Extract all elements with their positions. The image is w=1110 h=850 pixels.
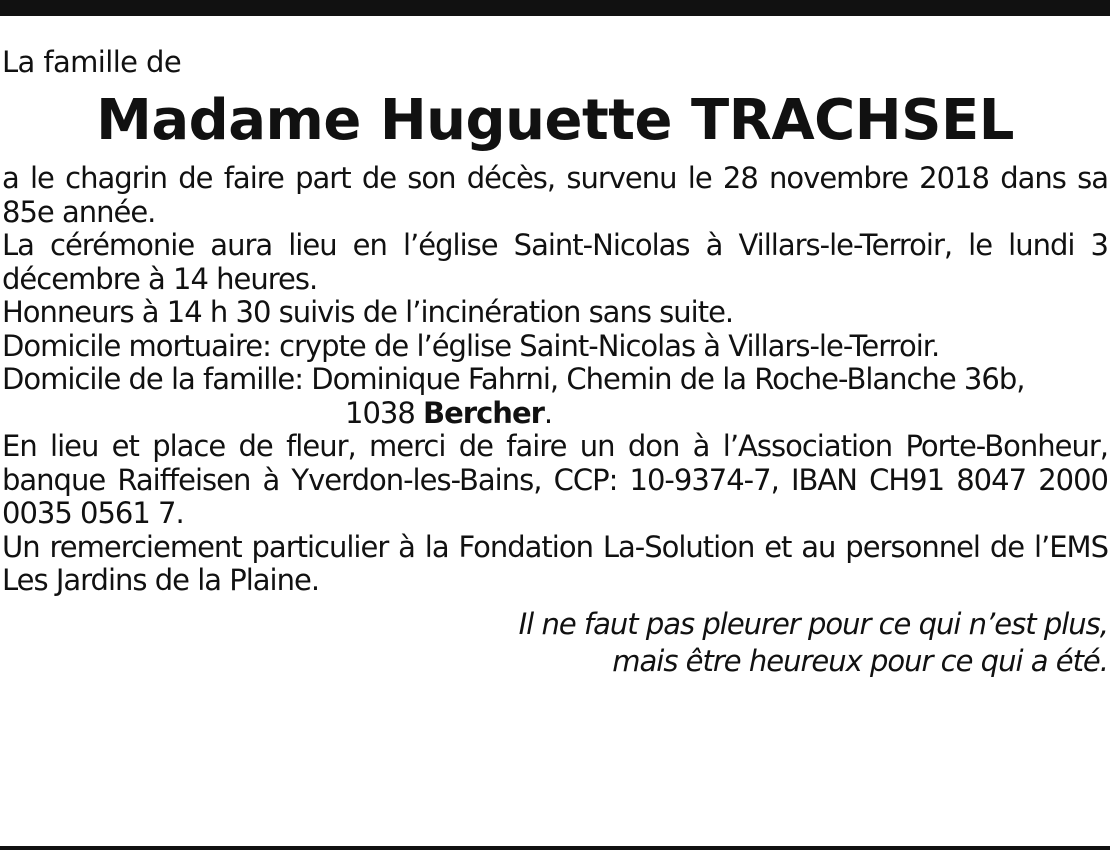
mortuary-info: Domicile mortuaire: crypte de l’église Saint-Nicolas à Villars-le-Terroir. [2,328,940,363]
closing-quote [2,606,1108,680]
bottom-rule [0,846,1110,850]
top-rule [0,0,1110,16]
family-address-end: . [543,395,553,430]
death-announcement: a le chagrin de faire part de son décès, survenu le 28 novembre 2018 dans sa 85e année. [2,161,1108,229]
intro-text: La famille de [2,45,182,79]
family-address-line2 [2,397,1108,431]
donation-info: En lieu et place de fleur, merci de faire un don à l’Association Porte-Bonheur, banque Raiffeisen à Yverdon-les-Bains, CCP: 10-9374-7, IBAN CH91 8047 2000 0035 0561 7. [2,429,1108,530]
quote-line-2: mais être heureux pour ce qui a été. [612,643,1108,678]
family-town: Bercher [423,395,544,430]
quote-line-1: Il ne faut pas pleurer pour ce qui n’est plus, [518,606,1108,641]
family-address [2,363,1108,397]
family-postcode: 1038 [345,395,415,430]
family-address-line1: Domicile de la famille: Dominique Fahrni, Chemin de la Roche-Blanche 36b, [2,362,1025,396]
thanks-text: Un remerciement particulier à la Fondation La-Solution et au personnel de l’EMS Les Jardins de la Plaine. [2,529,1108,597]
deceased-name: Madame Huguette TRACHSEL [96,88,1014,153]
ceremony-info: La cérémonie aura lieu en l’église Saint-Nicolas à Villars-le-Terroir, le lundi 3 décembre à 14 heures. [2,228,1108,296]
honours-info: Honneurs à 14 h 30 suivis de l’incinération sans suite. [2,295,734,329]
obituary-notice [2,40,1108,680]
